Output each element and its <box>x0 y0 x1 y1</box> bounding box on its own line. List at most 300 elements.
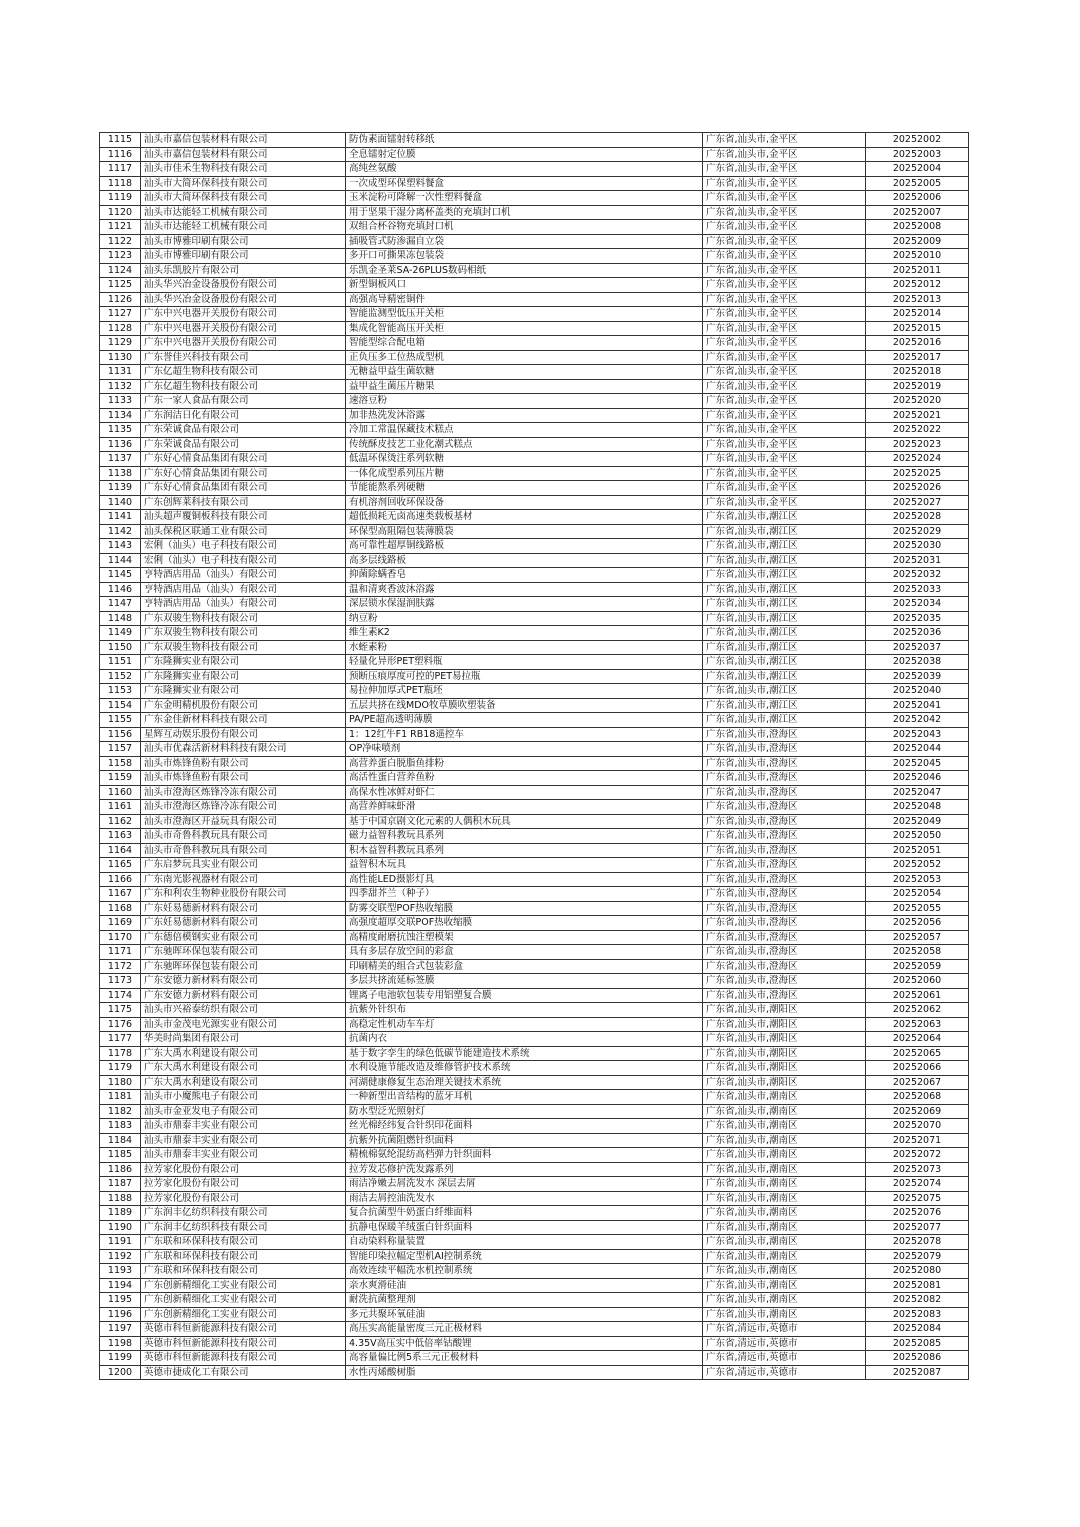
code-cell: 20252047 <box>866 785 969 800</box>
company-name-cell: 汕头市金茂电光源实业有限公司 <box>141 1017 346 1032</box>
code-cell: 20252009 <box>866 234 969 249</box>
company-name-cell: 汕头市奇鲁科教玩具有限公司 <box>141 843 346 858</box>
code-cell: 20252042 <box>866 713 969 728</box>
table-row <box>100 539 969 554</box>
row-number-cell: 1142 <box>100 524 141 539</box>
table-body <box>100 133 969 1380</box>
company-name-cell: 汕头市鼎泰丰实业有限公司 <box>141 1133 346 1148</box>
code-cell: 20252076 <box>866 1206 969 1221</box>
row-number-cell: 1127 <box>100 307 141 322</box>
location-cell: 广东省,汕头市,潮南区 <box>703 1249 866 1264</box>
company-name-cell: 广东和利农生物种业股份有限公司 <box>141 887 346 902</box>
code-cell: 20252046 <box>866 771 969 786</box>
table-row <box>100 1177 969 1192</box>
code-cell: 20252045 <box>866 756 969 771</box>
code-cell: 20252085 <box>866 1336 969 1351</box>
row-number-cell: 1197 <box>100 1322 141 1337</box>
row-number-cell: 1165 <box>100 858 141 873</box>
table-row <box>100 1032 969 1047</box>
table-row <box>100 626 969 641</box>
row-number-cell: 1180 <box>100 1075 141 1090</box>
row-number-cell: 1185 <box>100 1148 141 1163</box>
code-cell: 20252039 <box>866 669 969 684</box>
location-cell: 广东省,汕头市,金平区 <box>703 220 866 235</box>
location-cell: 广东省,汕头市,金平区 <box>703 466 866 481</box>
location-cell: 广东省,汕头市,潮南区 <box>703 1235 866 1250</box>
code-cell: 20252026 <box>866 481 969 496</box>
location-cell: 广东省,汕头市,澄海区 <box>703 771 866 786</box>
row-number-cell: 1124 <box>100 263 141 278</box>
company-name-cell: 广东南光影视器材有限公司 <box>141 872 346 887</box>
location-cell: 广东省,汕头市,澄海区 <box>703 974 866 989</box>
table-row <box>100 495 969 510</box>
company-name-cell: 亨特酒店用品（汕头）有限公司 <box>141 568 346 583</box>
product-name-cell: 抗紫外抗菌阻燃针织面料 <box>346 1133 703 1148</box>
product-name-cell: 温和清爽香波沐浴露 <box>346 582 703 597</box>
row-number-cell: 1116 <box>100 147 141 162</box>
company-name-cell: 英德市科恒新能源科技有限公司 <box>141 1351 346 1366</box>
product-name-cell: 智能印染拉幅定型机AI控制系统 <box>346 1249 703 1264</box>
code-cell: 20252056 <box>866 916 969 931</box>
product-name-cell: 雨洁净嫩去屑洗发水 深层去屑 <box>346 1177 703 1192</box>
table-row <box>100 727 969 742</box>
code-cell: 20252008 <box>866 220 969 235</box>
code-cell: 20252060 <box>866 974 969 989</box>
location-cell: 广东省,汕头市,潮阳区 <box>703 1003 866 1018</box>
company-name-cell: 汕头市澄海区炼锋冷冻有限公司 <box>141 785 346 800</box>
company-name-cell: 广东创新精细化工实业有限公司 <box>141 1278 346 1293</box>
table-row <box>100 597 969 612</box>
code-cell: 20252072 <box>866 1148 969 1163</box>
product-name-cell: 用于坚果干湿分离杯盖类的充填封口机 <box>346 205 703 220</box>
table-row <box>100 365 969 380</box>
company-name-cell: 广东联和环保科技有限公司 <box>141 1249 346 1264</box>
table-row <box>100 858 969 873</box>
product-name-cell: 抗静电保暖羊绒蛋白针织面料 <box>346 1220 703 1235</box>
location-cell: 广东省,汕头市,澄海区 <box>703 930 866 945</box>
code-cell: 20252080 <box>866 1264 969 1279</box>
product-name-cell: 冷加工常温保藏技术糕点 <box>346 423 703 438</box>
table-row <box>100 336 969 351</box>
row-number-cell: 1153 <box>100 684 141 699</box>
table-row <box>100 959 969 974</box>
table-row <box>100 1090 969 1105</box>
product-list-table <box>99 132 969 1380</box>
company-name-cell: 广东妊易德新材料有限公司 <box>141 916 346 931</box>
product-name-cell: 防雾交联型POF热收缩膜 <box>346 901 703 916</box>
company-name-cell: 汕头市兴裕泰纺织有限公司 <box>141 1003 346 1018</box>
code-cell: 20252017 <box>866 350 969 365</box>
row-number-cell: 1132 <box>100 379 141 394</box>
product-name-cell: 双组合杯谷物充填封口机 <box>346 220 703 235</box>
table-row <box>100 278 969 293</box>
company-name-cell: 广东大禹水利建设有限公司 <box>141 1075 346 1090</box>
row-number-cell: 1184 <box>100 1133 141 1148</box>
row-number-cell: 1118 <box>100 176 141 191</box>
product-name-cell: 益智积木玩具 <box>346 858 703 873</box>
code-cell: 20252061 <box>866 988 969 1003</box>
company-name-cell: 汕头市金亚发电子有限公司 <box>141 1104 346 1119</box>
row-number-cell: 1139 <box>100 481 141 496</box>
company-name-cell: 汕头华兴冶金设备股份有限公司 <box>141 278 346 293</box>
row-number-cell: 1169 <box>100 916 141 931</box>
table-row <box>100 379 969 394</box>
location-cell: 广东省,汕头市,潮江区 <box>703 684 866 699</box>
row-number-cell: 1145 <box>100 568 141 583</box>
row-number-cell: 1129 <box>100 336 141 351</box>
table-row <box>100 176 969 191</box>
table-row <box>100 1307 969 1322</box>
product-name-cell: 高纯丝氨酸 <box>346 162 703 177</box>
product-name-cell: 一种新型出音结构的蓝牙耳机 <box>346 1090 703 1105</box>
table-row <box>100 1148 969 1163</box>
location-cell: 广东省,汕头市,澄海区 <box>703 916 866 931</box>
row-number-cell: 1163 <box>100 829 141 844</box>
code-cell: 20252078 <box>866 1235 969 1250</box>
product-name-cell: 磁力益智科教玩具系列 <box>346 829 703 844</box>
row-number-cell: 1137 <box>100 452 141 467</box>
location-cell: 广东省,汕头市,金平区 <box>703 133 866 148</box>
table-row <box>100 524 969 539</box>
code-cell: 20252033 <box>866 582 969 597</box>
product-name-cell: 防伪素面镭射转移纸 <box>346 133 703 148</box>
company-name-cell: 广东德倍模钢实业有限公司 <box>141 930 346 945</box>
code-cell: 20252077 <box>866 1220 969 1235</box>
code-cell: 20252023 <box>866 437 969 452</box>
company-name-cell: 汕头市炼锋鱼粉有限公司 <box>141 771 346 786</box>
company-name-cell: 汕头市澄海区炼锋冷冻有限公司 <box>141 800 346 815</box>
location-cell: 广东省,汕头市,澄海区 <box>703 756 866 771</box>
code-cell: 20252004 <box>866 162 969 177</box>
product-name-cell: 乐凯金圣莱SA-26PLUS数码相纸 <box>346 263 703 278</box>
code-cell: 20252054 <box>866 887 969 902</box>
row-number-cell: 1135 <box>100 423 141 438</box>
code-cell: 20252016 <box>866 336 969 351</box>
row-number-cell: 1173 <box>100 974 141 989</box>
location-cell: 广东省,汕头市,澄海区 <box>703 988 866 1003</box>
product-name-cell: 高精度耐磨抗蚀注塑模架 <box>346 930 703 945</box>
location-cell: 广东省,清远市,英德市 <box>703 1322 866 1337</box>
location-cell: 广东省,汕头市,潮南区 <box>703 1191 866 1206</box>
row-number-cell: 1183 <box>100 1119 141 1134</box>
code-cell: 20252082 <box>866 1293 969 1308</box>
code-cell: 20252034 <box>866 597 969 612</box>
row-number-cell: 1126 <box>100 292 141 307</box>
code-cell: 20252022 <box>866 423 969 438</box>
code-cell: 20252019 <box>866 379 969 394</box>
row-number-cell: 1144 <box>100 553 141 568</box>
company-name-cell: 汕头市奇鲁科教玩具有限公司 <box>141 829 346 844</box>
location-cell: 广东省,汕头市,潮南区 <box>703 1090 866 1105</box>
table-row <box>100 655 969 670</box>
table-row <box>100 1235 969 1250</box>
table-row <box>100 220 969 235</box>
table-row <box>100 263 969 278</box>
location-cell: 广东省,汕头市,潮南区 <box>703 1148 866 1163</box>
company-name-cell: 广东亿超生物科技有限公司 <box>141 379 346 394</box>
product-name-cell: 雨洁去屑控油洗发水 <box>346 1191 703 1206</box>
product-name-cell: 高稳定性机动车车灯 <box>346 1017 703 1032</box>
company-name-cell: 广东好心情食品集团有限公司 <box>141 466 346 481</box>
company-name-cell: 汕头市大简环保科技有限公司 <box>141 191 346 206</box>
row-number-cell: 1191 <box>100 1235 141 1250</box>
company-name-cell: 星辉互动娱乐股份有限公司 <box>141 727 346 742</box>
product-name-cell: 拉芳发芯修护洗发露系列 <box>346 1162 703 1177</box>
code-cell: 20252071 <box>866 1133 969 1148</box>
row-number-cell: 1168 <box>100 901 141 916</box>
location-cell: 广东省,汕头市,金平区 <box>703 495 866 510</box>
row-number-cell: 1134 <box>100 408 141 423</box>
product-name-cell: OP净味喷剂 <box>346 742 703 757</box>
location-cell: 广东省,汕头市,潮江区 <box>703 568 866 583</box>
code-cell: 20252041 <box>866 698 969 713</box>
row-number-cell: 1161 <box>100 800 141 815</box>
code-cell: 20252014 <box>866 307 969 322</box>
product-name-cell: 防水型泛光照射灯 <box>346 1104 703 1119</box>
location-cell: 广东省,汕头市,澄海区 <box>703 872 866 887</box>
company-name-cell: 广东安德力新材料有限公司 <box>141 974 346 989</box>
table-row <box>100 1351 969 1366</box>
location-cell: 广东省,汕头市,金平区 <box>703 292 866 307</box>
table-row <box>100 974 969 989</box>
location-cell: 广东省,汕头市,潮江区 <box>703 524 866 539</box>
location-cell: 广东省,汕头市,潮江区 <box>703 626 866 641</box>
code-cell: 20252037 <box>866 640 969 655</box>
company-name-cell: 汕头超声覆铜板科技有限公司 <box>141 510 346 525</box>
company-name-cell: 拉芳家化股份有限公司 <box>141 1191 346 1206</box>
code-cell: 20252027 <box>866 495 969 510</box>
product-name-cell: 多元共聚环氧硅油 <box>346 1307 703 1322</box>
code-cell: 20252036 <box>866 626 969 641</box>
code-cell: 20252011 <box>866 263 969 278</box>
table-row <box>100 1162 969 1177</box>
table-row <box>100 249 969 264</box>
row-number-cell: 1162 <box>100 814 141 829</box>
company-name-cell: 汕头市达能轻工机械有限公司 <box>141 205 346 220</box>
code-cell: 20252038 <box>866 655 969 670</box>
code-cell: 20252086 <box>866 1351 969 1366</box>
code-cell: 20252073 <box>866 1162 969 1177</box>
row-number-cell: 1130 <box>100 350 141 365</box>
location-cell: 广东省,汕头市,金平区 <box>703 379 866 394</box>
row-number-cell: 1150 <box>100 640 141 655</box>
code-cell: 20252032 <box>866 568 969 583</box>
product-name-cell: 高活性蛋白营养鱼粉 <box>346 771 703 786</box>
location-cell: 广东省,汕头市,金平区 <box>703 452 866 467</box>
location-cell: 广东省,汕头市,金平区 <box>703 307 866 322</box>
location-cell: 广东省,汕头市,潮南区 <box>703 1177 866 1192</box>
company-name-cell: 广东润丰亿纺织科技有限公司 <box>141 1206 346 1221</box>
table-row <box>100 292 969 307</box>
code-cell: 20252053 <box>866 872 969 887</box>
code-cell: 20252006 <box>866 191 969 206</box>
table-row <box>100 800 969 815</box>
table-row <box>100 133 969 148</box>
code-cell: 20252065 <box>866 1046 969 1061</box>
table-row <box>100 1119 969 1134</box>
company-name-cell: 汕头乐凯胶片有限公司 <box>141 263 346 278</box>
location-cell: 广东省,汕头市,潮南区 <box>703 1307 866 1322</box>
table-row <box>100 437 969 452</box>
code-cell: 20252020 <box>866 394 969 409</box>
product-name-cell: 基于数字孪生的绿色低碳节能建造技术系统 <box>346 1046 703 1061</box>
product-name-cell: 轻量化异形PET塑料瓶 <box>346 655 703 670</box>
row-number-cell: 1182 <box>100 1104 141 1119</box>
table-row <box>100 553 969 568</box>
table-row <box>100 771 969 786</box>
table-row <box>100 466 969 481</box>
company-name-cell: 亨特酒店用品（汕头）有限公司 <box>141 582 346 597</box>
location-cell: 广东省,汕头市,金平区 <box>703 394 866 409</box>
company-name-cell: 汕头华兴冶金设备股份有限公司 <box>141 292 346 307</box>
row-number-cell: 1192 <box>100 1249 141 1264</box>
row-number-cell: 1149 <box>100 626 141 641</box>
company-name-cell: 广东妊易德新材料有限公司 <box>141 901 346 916</box>
company-name-cell: 华美时尚集团有限公司 <box>141 1032 346 1047</box>
row-number-cell: 1147 <box>100 597 141 612</box>
location-cell: 广东省,汕头市,潮江区 <box>703 698 866 713</box>
row-number-cell: 1125 <box>100 278 141 293</box>
product-name-cell: 深层锁水保湿润肤露 <box>346 597 703 612</box>
product-name-cell: 加非热洗发沐浴露 <box>346 408 703 423</box>
location-cell: 广东省,汕头市,金平区 <box>703 205 866 220</box>
company-name-cell: 拉芳家化股份有限公司 <box>141 1162 346 1177</box>
location-cell: 广东省,汕头市,潮南区 <box>703 1293 866 1308</box>
code-cell: 20252064 <box>866 1032 969 1047</box>
table-row <box>100 1003 969 1018</box>
row-number-cell: 1138 <box>100 466 141 481</box>
code-cell: 20252058 <box>866 945 969 960</box>
product-name-cell: 高多层线路板 <box>346 553 703 568</box>
code-cell: 20252010 <box>866 249 969 264</box>
product-name-cell: 抗紫外针织布 <box>346 1003 703 1018</box>
location-cell: 广东省,汕头市,金平区 <box>703 350 866 365</box>
row-number-cell: 1143 <box>100 539 141 554</box>
table-row <box>100 713 969 728</box>
product-name-cell: 一体化成型系列压片糖 <box>346 466 703 481</box>
company-name-cell: 广东隆狮实业有限公司 <box>141 684 346 699</box>
location-cell: 广东省,汕头市,金平区 <box>703 278 866 293</box>
product-name-cell: 抑菌除螨香皂 <box>346 568 703 583</box>
company-name-cell: 广东润洁日化有限公司 <box>141 408 346 423</box>
location-cell: 广东省,汕头市,金平区 <box>703 336 866 351</box>
row-number-cell: 1158 <box>100 756 141 771</box>
company-name-cell: 广东中兴电器开关股份有限公司 <box>141 307 346 322</box>
location-cell: 广东省,汕头市,潮阳区 <box>703 1046 866 1061</box>
product-name-cell: PA/PE超高透明薄膜 <box>346 713 703 728</box>
table-row <box>100 147 969 162</box>
company-name-cell: 汕头市澄海区开益玩具有限公司 <box>141 814 346 829</box>
row-number-cell: 1157 <box>100 742 141 757</box>
company-name-cell: 广东双骏生物科技有限公司 <box>141 640 346 655</box>
company-name-cell: 广东联和环保科技有限公司 <box>141 1264 346 1279</box>
product-name-cell: 水利设施节能改造及维修管护技术系统 <box>346 1061 703 1076</box>
product-name-cell: 智能型综合配电箱 <box>346 336 703 351</box>
table-row <box>100 640 969 655</box>
company-name-cell: 汕头市炼锋鱼粉有限公司 <box>141 756 346 771</box>
table-row <box>100 452 969 467</box>
table-row <box>100 901 969 916</box>
location-cell: 广东省,汕头市,潮南区 <box>703 1278 866 1293</box>
row-number-cell: 1187 <box>100 1177 141 1192</box>
location-cell: 广东省,汕头市,潮阳区 <box>703 1061 866 1076</box>
location-cell: 广东省,汕头市,澄海区 <box>703 829 866 844</box>
location-cell: 广东省,汕头市,金平区 <box>703 408 866 423</box>
row-number-cell: 1121 <box>100 220 141 235</box>
location-cell: 广东省,汕头市,澄海区 <box>703 858 866 873</box>
product-name-cell: 传统酥皮技艺工业化潮式糕点 <box>346 437 703 452</box>
table-row <box>100 1133 969 1148</box>
row-number-cell: 1115 <box>100 133 141 148</box>
product-name-cell: 高可靠性超厚铜线路板 <box>346 539 703 554</box>
row-number-cell: 1179 <box>100 1061 141 1076</box>
location-cell: 广东省,汕头市,金平区 <box>703 423 866 438</box>
row-number-cell: 1152 <box>100 669 141 684</box>
location-cell: 广东省,汕头市,金平区 <box>703 481 866 496</box>
table-row <box>100 1075 969 1090</box>
company-name-cell: 广东创辉莱科技有限公司 <box>141 495 346 510</box>
code-cell: 20252069 <box>866 1104 969 1119</box>
table-row <box>100 930 969 945</box>
row-number-cell: 1151 <box>100 655 141 670</box>
row-number-cell: 1146 <box>100 582 141 597</box>
location-cell: 广东省,汕头市,潮南区 <box>703 1104 866 1119</box>
row-number-cell: 1128 <box>100 321 141 336</box>
product-name-cell: 高强度超厚交联POF热收缩膜 <box>346 916 703 931</box>
row-number-cell: 1154 <box>100 698 141 713</box>
product-name-cell: 积木益智科教玩具系列 <box>346 843 703 858</box>
table-row <box>100 669 969 684</box>
code-cell: 20252079 <box>866 1249 969 1264</box>
location-cell: 广东省,汕头市,金平区 <box>703 263 866 278</box>
row-number-cell: 1196 <box>100 1307 141 1322</box>
table-row <box>100 205 969 220</box>
product-name-cell: 环保型高阻隔包装薄膜袋 <box>346 524 703 539</box>
table-row <box>100 829 969 844</box>
company-name-cell: 广东荣诚食品有限公司 <box>141 437 346 452</box>
company-name-cell: 汕头市嘉信包装材料有限公司 <box>141 133 346 148</box>
table-row <box>100 394 969 409</box>
product-name-cell: 集成化智能高压开关柜 <box>346 321 703 336</box>
table-row <box>100 916 969 931</box>
location-cell: 广东省,汕头市,潮江区 <box>703 539 866 554</box>
product-name-cell: 抗菌内衣 <box>346 1032 703 1047</box>
location-cell: 广东省,汕头市,澄海区 <box>703 945 866 960</box>
product-name-cell: 速溶豆粉 <box>346 394 703 409</box>
table-row <box>100 510 969 525</box>
location-cell: 广东省,汕头市,潮江区 <box>703 669 866 684</box>
product-name-cell: 水性丙烯酸树脂 <box>346 1365 703 1380</box>
code-cell: 20252063 <box>866 1017 969 1032</box>
company-name-cell: 广东驰晖环保包装有限公司 <box>141 959 346 974</box>
row-number-cell: 1177 <box>100 1032 141 1047</box>
product-name-cell: 玉米淀粉可降解一次性塑料餐盒 <box>346 191 703 206</box>
company-name-cell: 汕头市鼎泰丰实业有限公司 <box>141 1119 346 1134</box>
code-cell: 20252055 <box>866 901 969 916</box>
product-name-cell: 无糖益甲益生菌软糖 <box>346 365 703 380</box>
code-cell: 20252024 <box>866 452 969 467</box>
location-cell: 广东省,汕头市,澄海区 <box>703 814 866 829</box>
code-cell: 20252066 <box>866 1061 969 1076</box>
location-cell: 广东省,汕头市,金平区 <box>703 176 866 191</box>
company-name-cell: 广东隆狮实业有限公司 <box>141 655 346 670</box>
product-name-cell: 纳豆粉 <box>346 611 703 626</box>
company-name-cell: 广东中兴电器开关股份有限公司 <box>141 336 346 351</box>
location-cell: 广东省,汕头市,潮江区 <box>703 611 866 626</box>
location-cell: 广东省,汕头市,金平区 <box>703 191 866 206</box>
row-number-cell: 1181 <box>100 1090 141 1105</box>
product-name-cell: 高效连续平幅洗水机控制系统 <box>346 1264 703 1279</box>
